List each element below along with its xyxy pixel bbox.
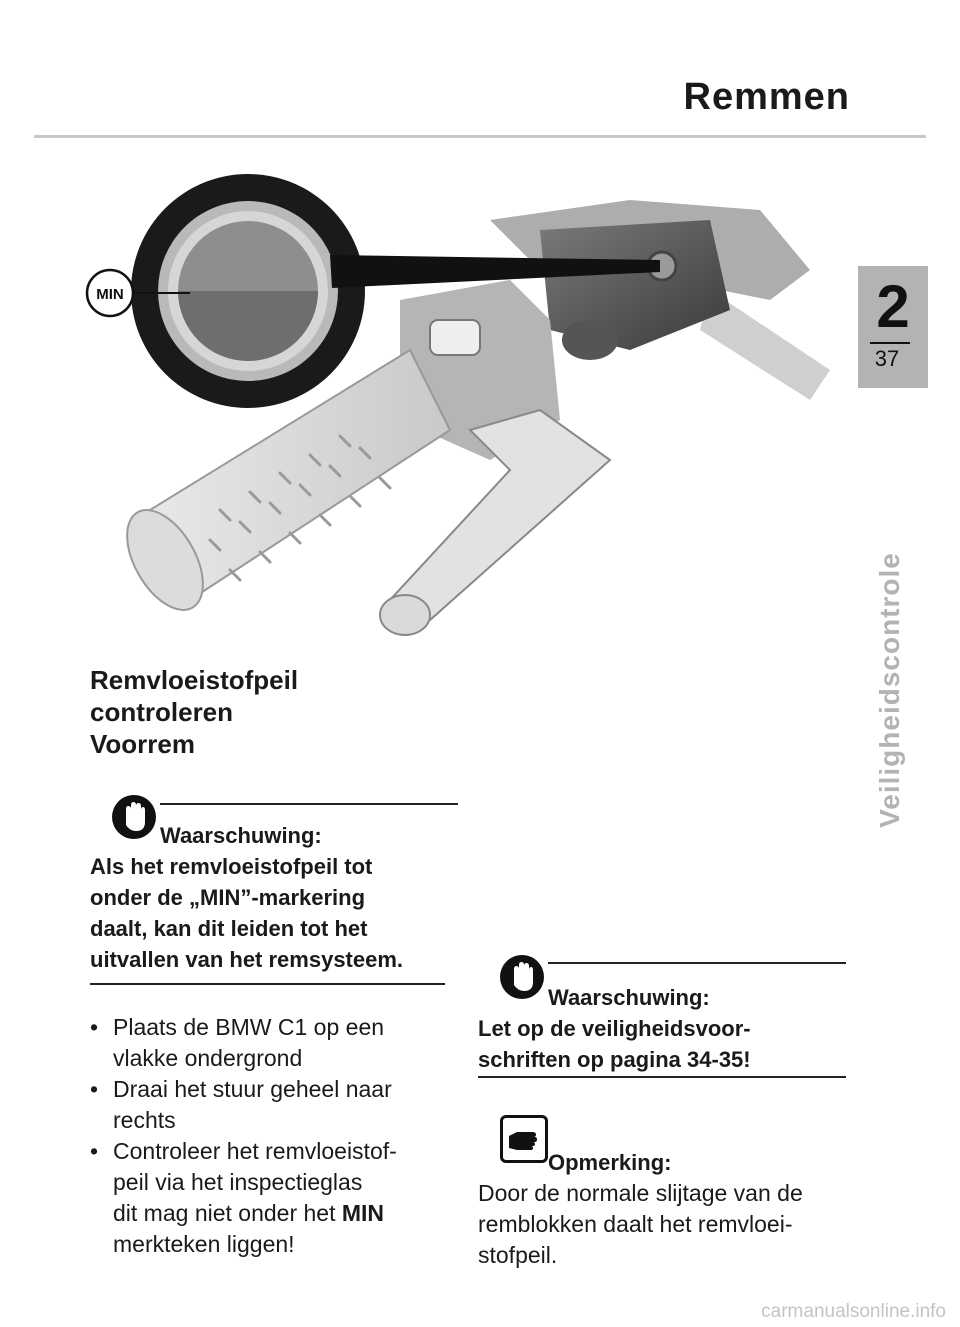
- warning-text: [478, 1013, 751, 1075]
- side-section-label: [850, 552, 930, 828]
- warning-line: Let op de veiligheidsvoor-: [478, 1016, 751, 1041]
- warning-label: Waarschuwing:: [548, 985, 710, 1010]
- heading-line: Voorrem: [90, 729, 195, 759]
- instruction-list: [90, 1012, 460, 1260]
- note-text: [478, 1178, 803, 1271]
- heading-line: controleren: [90, 697, 234, 727]
- min-callout-label: MIN: [96, 286, 124, 303]
- warning-line: onder de „MIN”-markering: [90, 885, 366, 910]
- warning-line: schriften op pagina 34-35!: [478, 1047, 751, 1072]
- warning-line: uitvallen van het remsysteem.: [90, 947, 404, 972]
- warning-label: Waarschuwing:: [160, 823, 322, 848]
- header-divider: [34, 135, 926, 138]
- stop-hand-icon: [500, 955, 544, 999]
- min-mark-emphasis: MIN: [341, 1200, 385, 1226]
- stop-hand-icon: [112, 795, 156, 839]
- heading-line: Remvloeistofpeil: [90, 665, 299, 695]
- warning-line: daalt, kan dit leiden tot het: [90, 916, 368, 941]
- watermark: carmanualsonline.info: [761, 1301, 946, 1322]
- list-item: • Controleer het remvloeistof- peil via het inspectieglas dit mag niet onder het MIN merkteken liggen!: [90, 1136, 460, 1260]
- side-section-label-text: Veiligheidscontrole: [874, 552, 905, 828]
- note-line: remblokken daalt het remvloei-: [478, 1211, 793, 1237]
- warning-rule-bottom: [478, 1076, 846, 1078]
- page-title: Remmen: [683, 76, 850, 118]
- note-line: stofpeil.: [478, 1242, 558, 1268]
- chapter-tab-divider: [870, 342, 910, 344]
- list-item: • Draai het stuur geheel naar rechts: [90, 1074, 460, 1136]
- note-label: Opmerking:: [548, 1150, 672, 1175]
- pointing-hand-note-icon: [500, 1115, 548, 1163]
- warning-text: [90, 851, 403, 975]
- brake-lever-illustration: [70, 160, 840, 660]
- warning-rule-top: [548, 962, 846, 964]
- page-number: 37: [874, 346, 900, 371]
- warning-rule-top: [160, 803, 458, 805]
- list-item: • Plaats de BMW C1 op een vlakke ondergrond: [90, 1012, 460, 1074]
- chapter-number: 2: [876, 273, 910, 340]
- warning-line: Als het remvloeistofpeil tot: [90, 854, 373, 879]
- section-heading: [90, 664, 298, 760]
- note-line: Door de normale slijtage van de: [478, 1180, 803, 1206]
- warning-rule-bottom: [90, 983, 445, 985]
